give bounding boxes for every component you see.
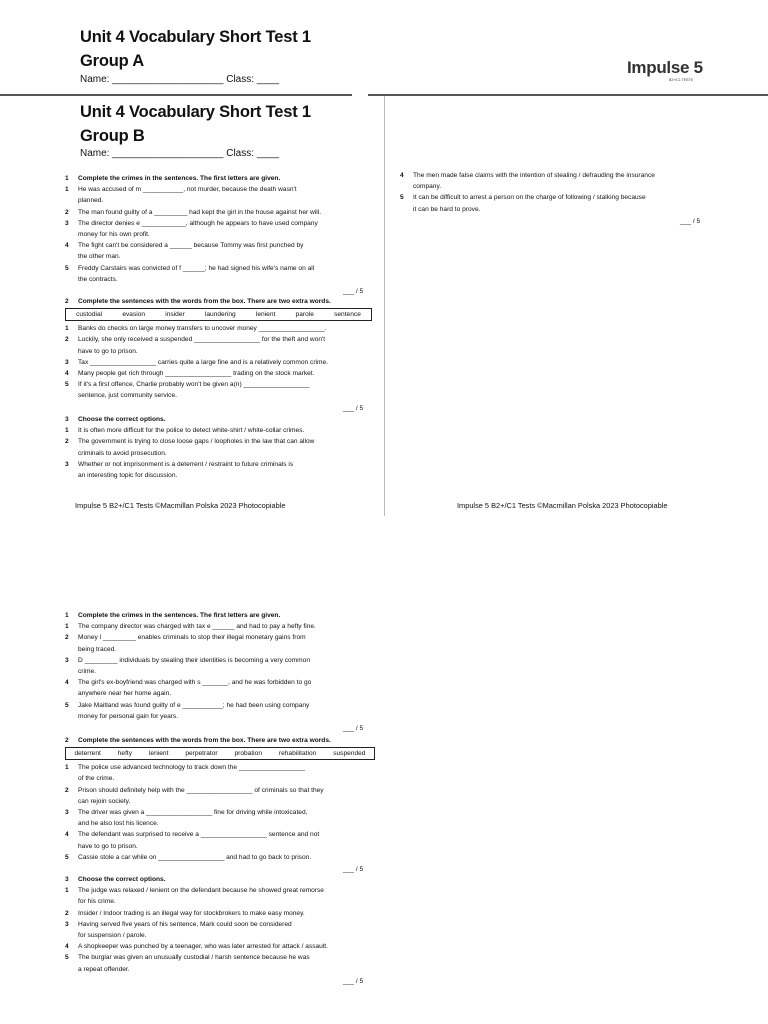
section-number: 3 [65,876,69,883]
question-text: It is often more difficult for the police to detect white-shirt / white-collar crimes. [78,427,305,435]
question-number: 2 [65,634,69,642]
question-text: of the crime. [78,775,115,783]
question-text: have to go to prison. [78,842,138,850]
word-box-item: perpetrator [185,750,218,758]
name-class-line-b: Name: ____________________ Class: ____ [80,148,280,159]
question-text: The fight can't be considered a ______ because Tommy was first punched by [78,242,304,250]
question-text: criminals to avoid prosecution. [78,449,167,457]
question-number: 4 [65,943,69,951]
question-text: The driver was given a __________________ fine for driving while intoxicated, [78,809,308,816]
question-text: The burglar was given an unusually custodial / harsh sentence because he was [78,954,310,962]
question-text: money for personal gain for years. [78,712,179,720]
question-number: 4 [65,242,69,250]
question-number: 3 [65,809,69,816]
word-box-item: evasion [122,311,146,319]
question-number: 5 [65,954,69,962]
question-text: Tax __________________ carries quite a large fine and is a relatively common crime. [78,358,328,366]
question-number: 5 [65,853,69,861]
header-rule-left [0,94,352,96]
group-a-label: Group A [80,52,144,70]
word-box-item: insider [165,311,185,319]
question-text: can rejoin society. [78,797,131,805]
question-text: The company director was charged with tax e ______ and had to pay a hefty fine. [78,623,316,631]
question-text: the other man. [78,253,121,261]
question-text: The judge was relaxed / lenient on the defendant because he showed great remorse [78,887,324,895]
question-text: Insider / Indoor trading is an illegal way for stockbrokers to make easy money. [78,909,305,917]
section-instruction: Complete the sentences with the words from the box. There are two extra words. [78,737,331,744]
question-text: have to go to prison. [78,347,138,355]
score-box: ___ / 5 [343,288,364,295]
section-instruction: Complete the sentences with the words from the box. There are two extra words. [78,298,331,305]
question-text: Banks do checks on large money transfers to uncover money __________________. [78,325,327,333]
question-text: He was accused of m ___________, not murder, because the death wasn't [78,186,297,194]
question-text: A shopkeeper was punched by a teenager, who was later arrested for attack / assault. [78,943,328,951]
question-number: 2 [65,438,69,446]
question-text: The defendant was surprised to receive a __________________ sentence and not [78,831,320,839]
question-number: 2 [65,336,69,344]
question-text: crime. [78,668,96,675]
question-text: Having served five years of his sentence, Mark could soon be considered [78,920,292,928]
question-text: Jake Maitland was found guilty of e ___________; he had been using company [78,701,310,709]
question-number: 3 [65,460,69,468]
question-number: 5 [65,264,69,272]
score-box: ___ / 5 [343,866,364,873]
question-number: 2 [65,909,69,917]
word-box-item: lenient [255,311,276,319]
section-number: 2 [65,737,69,744]
score-box: ___ / 5 [680,217,701,225]
word-box-item: parole [295,311,314,319]
question-text: anywhere near her home again. [78,690,172,698]
section-instruction: Choose the correct options. [78,876,166,883]
question-number: 4 [65,831,69,839]
question-text: Freddy Carstairs was convicted of f ______; he had signed his wife's name on all [78,264,315,272]
question-number: 1 [65,887,69,895]
question-number: 2 [65,786,69,794]
score-box: ___ / 5 [343,977,364,985]
groupb-section-1 [65,173,375,303]
word-box-item: sentence [334,311,361,319]
question-text: sentence, just community service. [78,392,177,400]
groupa-section-2 [65,735,375,871]
question-number: 5 [65,701,69,709]
question-text: planned. [78,197,104,205]
question-text: The man found guilty of a _________ had kept the girl in the house against her will. [78,208,322,216]
title-group-a: Unit 4 Vocabulary Short Test 1 [80,28,311,46]
section-number: 3 [65,416,69,423]
section-instruction: Choose the correct options. [78,416,166,423]
section-number: 1 [65,612,69,619]
word-box-item: laundering [204,311,236,319]
question-number: 4 [65,679,69,687]
question-number: 3 [65,219,69,227]
question-number: 5 [65,381,69,389]
header-rule-right [368,94,768,96]
word-box [65,308,372,321]
question-text: The police use advanced technology to track down the __________________ [78,764,305,772]
question-number: 1 [65,764,69,772]
title-group-b: Unit 4 Vocabulary Short Test 1 [80,103,311,121]
question-number: 1 [65,623,69,631]
question-text: for suspension / parole. [78,932,147,939]
question-number: 1 [65,325,69,333]
groupb-section-3 [65,414,375,484]
question-text: The girl's ex-boyfriend was charged with s _______, and he was forbidden to go [78,679,312,687]
brand-logo: Impulse 5 [627,58,703,77]
question-text: If it's a first offence, Charlie probably won't be given a(n) __________________ [78,381,310,389]
word-box-item: rehabilitation [278,750,317,758]
footer-right: Impulse 5 B2+/C1 Tests ©Macmillan Polska 2023 Photocopiable [457,501,668,510]
groupb-section-3-continued [400,170,710,230]
question-text: the contracts. [78,275,118,283]
question-text: Luckily, she only received a suspended __________________ for the theft and won't [78,336,326,344]
question-number: 3 [65,358,69,366]
question-text: It can be difficult to arrest a person on the charge of following / stalking because [413,194,646,202]
question-text: it can be hard to prove. [413,205,481,213]
group-b-label: Group B [80,127,145,145]
question-text: Prison should definitely help with the __________________ of criminals so that they [78,786,324,794]
question-text: an interesting topic for discussion. [78,472,178,479]
word-box-item: lenient [148,750,169,758]
question-number: 5 [400,194,404,202]
question-text: being traced. [78,645,117,653]
section-instruction: Complete the crimes in the sentences. The first letters are given. [78,612,281,619]
groupa-section-1 [65,610,375,735]
brand-sub: B2+/C1 TESTS [669,78,693,82]
question-text: company. [413,183,442,191]
word-box-item: custodial [76,311,103,319]
word-box-item: probation [234,750,262,758]
name-class-line-a: Name: ____________________ Class: ____ [80,74,280,85]
question-text: The director denies e ____________, although he appears to have used company [78,219,318,227]
question-number: 4 [400,172,404,179]
question-text: for his crime. [78,898,116,906]
question-text: Cassie stole a car while on __________________ and had to go back to prison. [78,853,312,861]
groupb-section-2 [65,296,375,416]
question-text: D _________ individuals by stealing their identities is becoming a very common [78,656,311,664]
question-number: 2 [65,208,69,216]
footer-left: Impulse 5 B2+/C1 Tests ©Macmillan Polska 2023 Photocopiable [75,501,286,510]
column-divider [384,96,385,516]
score-box: ___ / 5 [343,404,364,412]
question-text: money for his own profit. [78,231,150,238]
question-number: 4 [65,370,69,377]
question-number: 3 [65,920,69,928]
question-number: 1 [65,186,69,194]
question-text: The men made false claims with the intention of stealing / defrauding the insurance [413,172,655,179]
section-number: 1 [65,175,69,182]
question-text: Many people get rich through __________________ trading on the stock market. [78,370,315,377]
word-box-item: suspended [333,750,366,758]
question-text: and he also lost his licence. [78,820,159,828]
section-number: 2 [65,298,69,305]
word-box-item: deterrent [74,750,101,758]
word-box-item: hefty [117,750,133,758]
question-text: The government is trying to close loose gaps / loopholes in the law that can allow [78,438,315,446]
question-number: 3 [65,656,69,664]
score-box: ___ / 5 [343,725,364,732]
question-text: a repeat offender. [78,965,130,973]
question-number: 1 [65,427,69,435]
section-instruction: Complete the crimes in the sentences. The first letters are given. [78,175,281,182]
question-text: Money l _________ enables criminals to stop their illegal monetary gains from [78,634,306,642]
groupa-section-3 [65,874,375,989]
question-text: Whether or not imprisonment is a deterrent / restraint to future criminals is [78,460,294,468]
word-box [65,747,375,760]
